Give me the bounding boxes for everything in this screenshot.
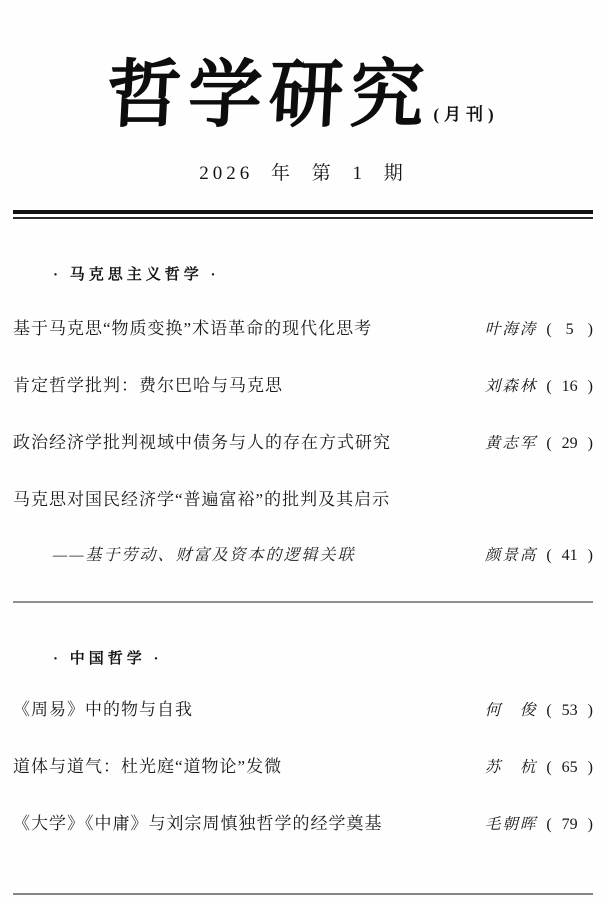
paren-open: ( xyxy=(546,759,552,777)
toc-entry-subtitle-line xyxy=(13,545,593,567)
toc-entry xyxy=(13,318,593,341)
author-name: 黄志军 xyxy=(484,435,538,453)
author-name: 何 俊 xyxy=(484,702,538,720)
page-number: ( 29 ) xyxy=(546,435,593,453)
author-page xyxy=(485,545,593,567)
page-number: ( 65 ) xyxy=(546,759,593,777)
author-name: 苏 杭 xyxy=(484,759,538,777)
bottom-rule xyxy=(13,893,593,895)
section-1-entries xyxy=(13,318,593,567)
author-name: 颜景高 xyxy=(484,547,538,565)
article-title: 马克思对国民经济学“普遍富裕”的批判及其启示 xyxy=(13,490,391,510)
paren-close: ) xyxy=(587,378,593,396)
article-title: 道体与道气：杜光庭“道物论”发微 xyxy=(13,757,283,777)
section-label-chinese-philosophy: · 中国哲学 · xyxy=(53,651,163,668)
paren-close: ) xyxy=(587,816,593,834)
page-number: ( 53 ) xyxy=(546,702,593,720)
paren-open: ( xyxy=(546,378,552,396)
toc-entry xyxy=(13,756,593,779)
page-number: ( 5 ) xyxy=(546,321,593,339)
toc-entry xyxy=(13,432,593,455)
article-title: 肯定哲学批判：费尔巴哈与马克思 xyxy=(13,376,283,396)
author-page xyxy=(485,376,593,398)
masthead-double-rule xyxy=(13,210,593,219)
edition-label: (月刊) xyxy=(433,105,499,124)
article-title: 基于马克思“物质变换”术语革命的现代化思考 xyxy=(13,319,373,339)
section-2-entries xyxy=(13,699,593,836)
author-name: 叶海涛 xyxy=(484,321,538,339)
paren-close: ) xyxy=(587,759,593,777)
section-divider xyxy=(13,601,593,603)
paren-close: ) xyxy=(587,702,593,720)
paren-open: ( xyxy=(546,816,552,834)
masthead xyxy=(13,0,593,185)
page-number: ( 41 ) xyxy=(546,547,593,565)
journal-title: 哲学研究 xyxy=(105,55,434,137)
article-subtitle: ——基于劳动、财富及资本的逻辑关联 xyxy=(53,547,356,565)
paren-close: ) xyxy=(587,547,593,565)
author-name: 刘森林 xyxy=(484,378,538,396)
issue-line: 2026 年 第 1 期 xyxy=(199,163,407,185)
author-page xyxy=(485,700,593,722)
author-page xyxy=(485,814,593,836)
paren-close: ) xyxy=(587,435,593,453)
author-page xyxy=(485,319,593,341)
page-number: ( 79 ) xyxy=(546,816,593,834)
paren-close: ) xyxy=(587,321,593,339)
paren-open: ( xyxy=(546,547,552,565)
paren-open: ( xyxy=(546,435,552,453)
page-number: ( 16 ) xyxy=(546,378,593,396)
paren-open: ( xyxy=(546,321,552,339)
toc-entry-title-line xyxy=(13,489,593,511)
toc-entry xyxy=(13,375,593,398)
article-title: 《周易》中的物与自我 xyxy=(13,700,193,720)
toc-entry xyxy=(13,813,593,836)
article-title: 政治经济学批判视域中债务与人的存在方式研究 xyxy=(13,433,391,453)
paren-open: ( xyxy=(546,702,552,720)
section-label-marxist-philosophy: · 马克思主义哲学 · xyxy=(53,267,220,284)
author-page xyxy=(485,757,593,779)
toc-entry xyxy=(13,699,593,722)
article-title: 《大学》《中庸》与刘宗周慎独哲学的经学奠基 xyxy=(13,814,383,834)
author-page xyxy=(485,433,593,455)
author-name: 毛朝晖 xyxy=(484,816,538,834)
